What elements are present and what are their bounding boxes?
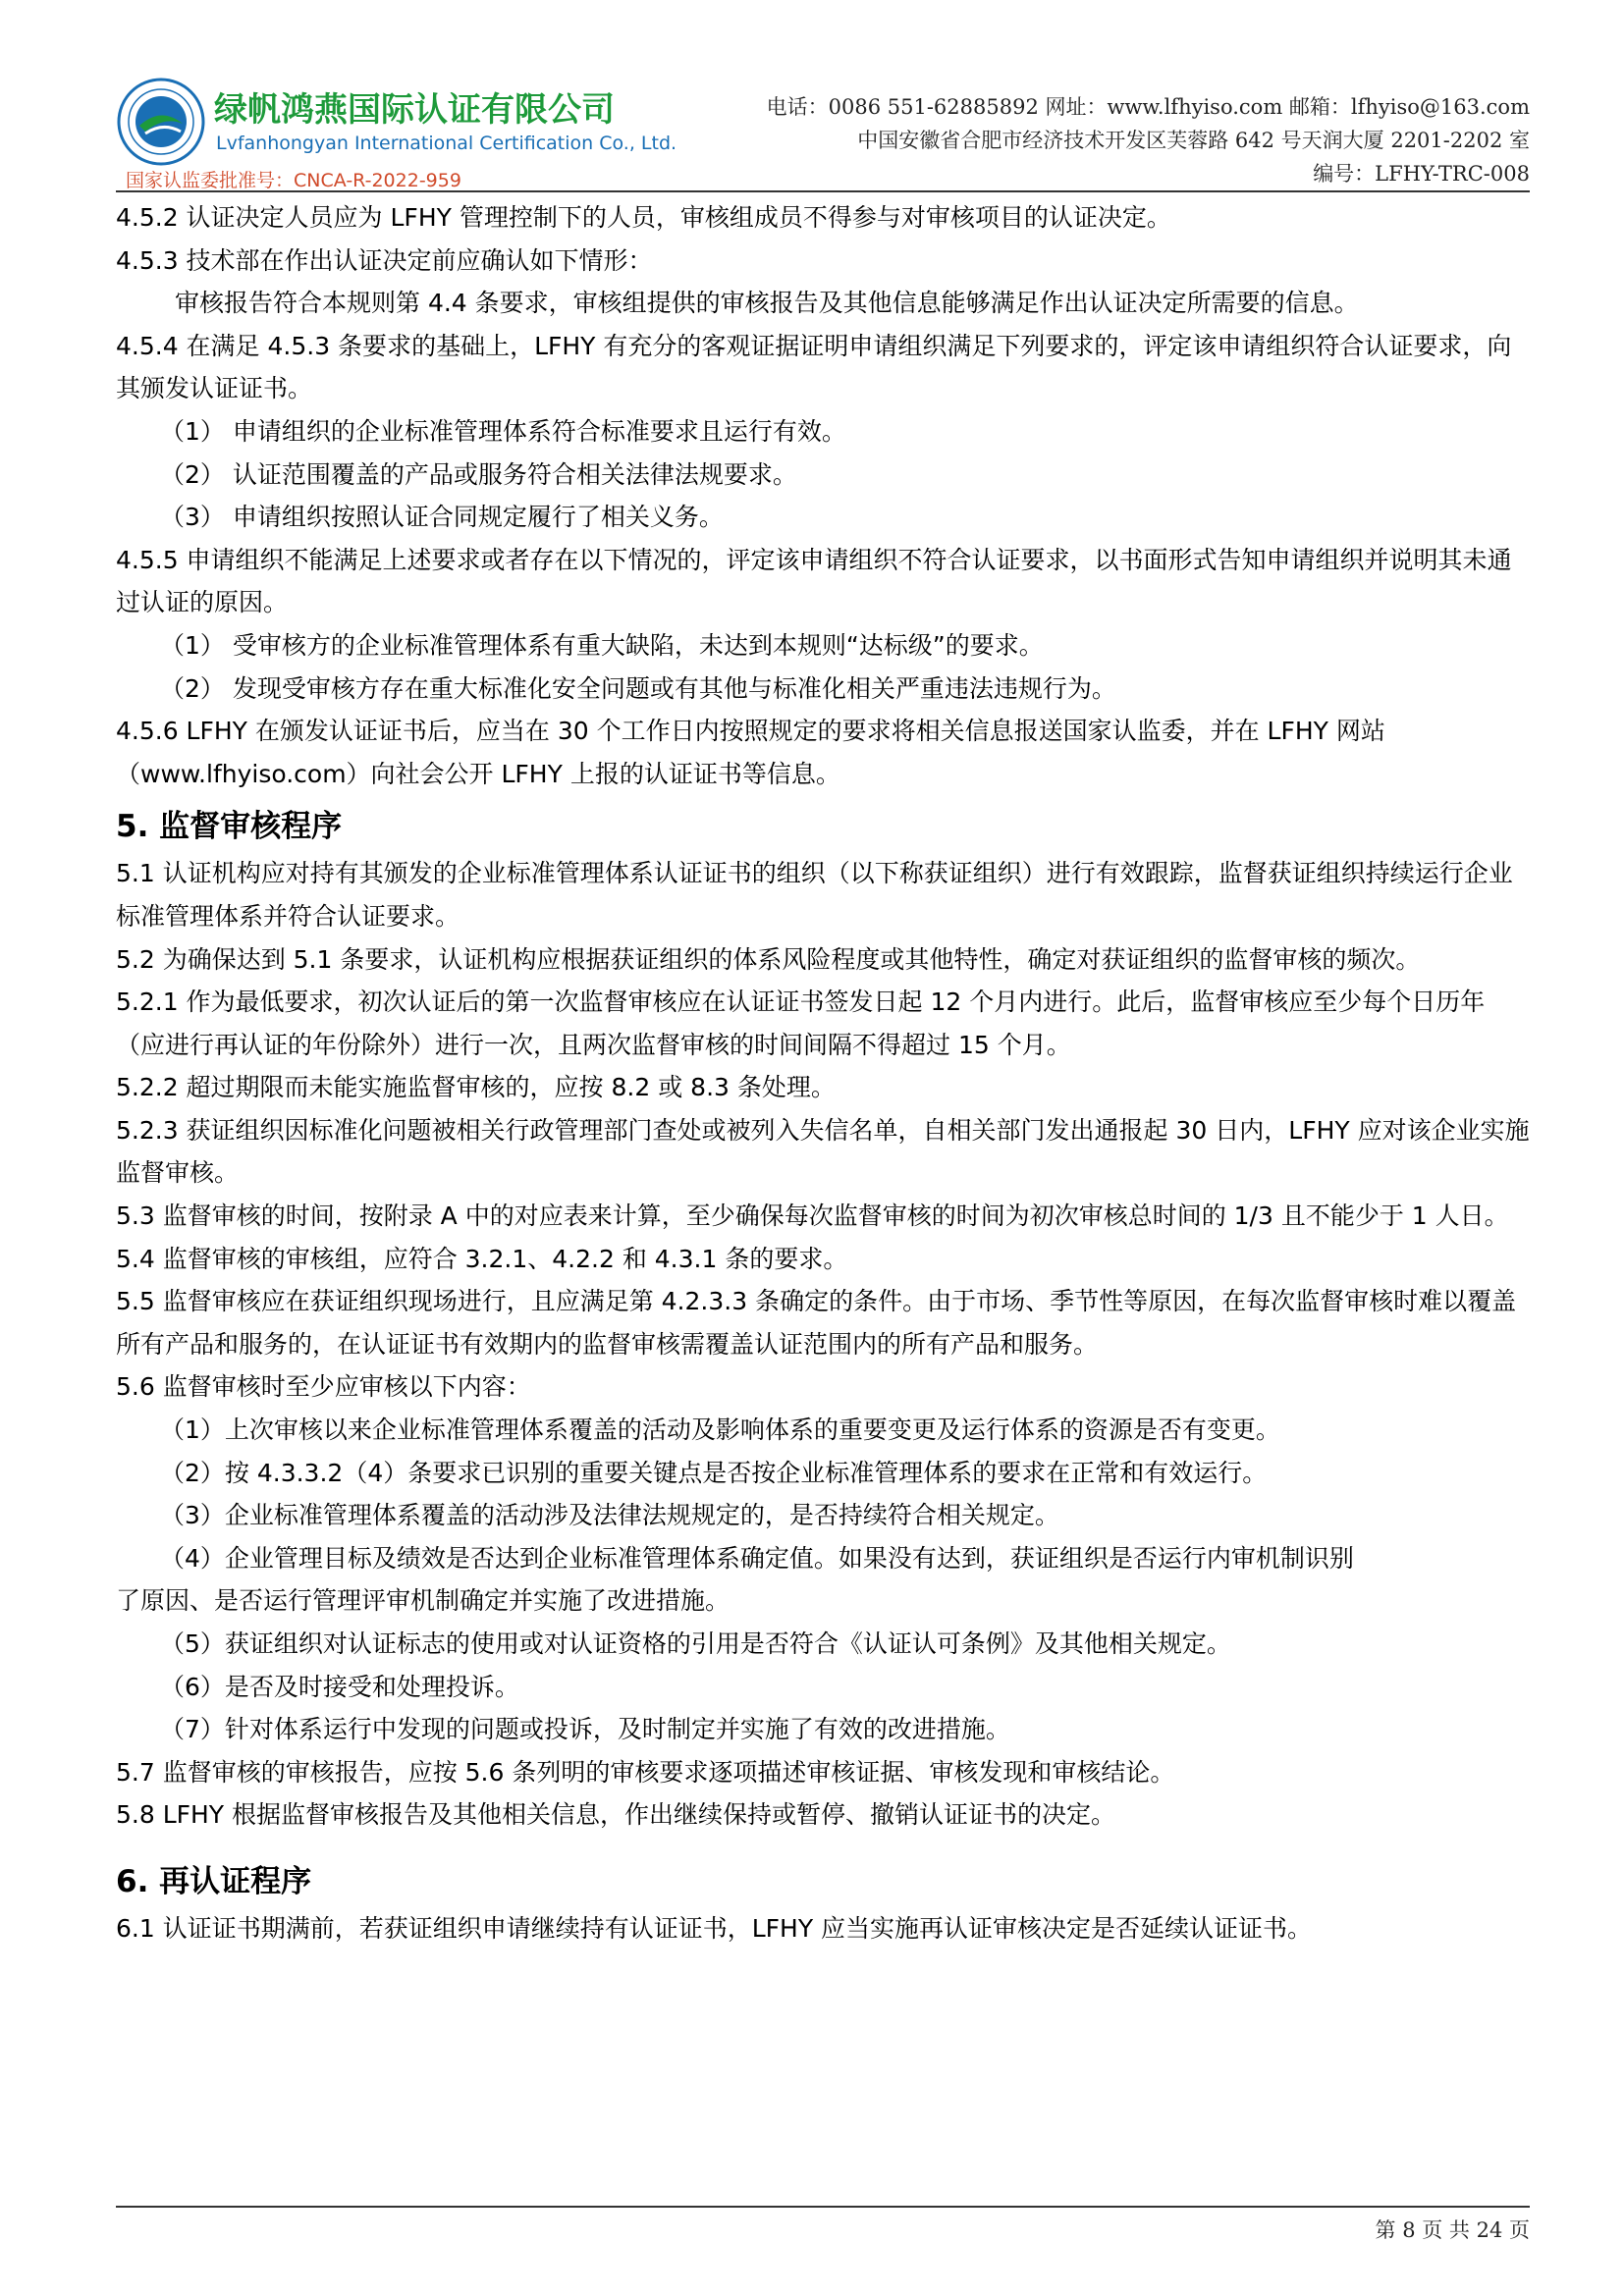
list-item: （4）企业管理目标及绩效是否达到企业标准管理体系确定值。如果没有达到，获证组织是否运行内审机制识别 [160, 1543, 1354, 1573]
paragraph-5-6: 5.6 监督审核时至少应审核以下内容： [116, 1372, 531, 1402]
paragraph-4-5-3-detail: 审核报告符合本规则第 4.4 条要求，审核组提供的审核报告及其他信息能够满足作出认证决定所需要的信息。 [175, 289, 1359, 318]
list-item: （1） 申请组织的企业标准管理体系符合标准要求且运行有效。 [160, 416, 846, 446]
list-item: （1） 受审核方的企业标准管理体系有重大缺陷，未达到本规则“达标级”的要求。 [160, 630, 1044, 660]
company-name-en: Lvfanhongyan International Certification Co., Ltd. [216, 133, 677, 154]
list-item: （3） 申请组织按照认证合同规定履行了相关义务。 [160, 503, 724, 532]
paragraph-5-2: 5.2 为确保达到 5.1 条要求，认证机构应根据获证组织的体系风险程度或其他特性，确定对获证组织的监督审核的频次。 [116, 944, 1421, 974]
list-item: （2） 发现受审核方存在重大标准化安全问题或有其他与标准化相关严重违法违规行为。 [160, 673, 1116, 703]
list-item: （6）是否及时接受和处理投诉。 [160, 1672, 519, 1701]
paragraph-4-5-4: 4.5.4 在满足 4.5.3 条要求的基础上，LFHY 有充分的客观证据证明申请组织满足下列要求的，评定该申请组织符合认证要求，向其颁发认证证书。 [116, 331, 1512, 403]
list-item: （3）企业标准管理体系覆盖的活动涉及法律法规规定的，是否持续符合相关规定。 [160, 1501, 1059, 1530]
paragraph-5-3: 5.3 监督审核的时间，按附录 A 中的对应表来计算，至少确保每次监督审核的时间为初次审核总时间的 1/3 且不能少于 1 人日。 [116, 1201, 1509, 1231]
section-heading-6: 6. 再认证程序 [116, 1863, 312, 1899]
paragraph-5-7: 5.7 监督审核的审核报告，应按 5.6 条列明的审核要求逐项描述审核证据、审核发现和审核结论。 [116, 1757, 1175, 1787]
paragraph-4-5-6: 4.5.6 LFHY 在颁发认证证书后，应当在 30 个工作日内按照规定的要求将相关信息报送国家认监委，并在 LFHY 网站（www.lfhyiso.com）向社会公开 LFHY 上报的认证证书等信息。 [116, 717, 1385, 788]
page-header [116, 77, 1530, 191]
footer-divider [116, 2206, 1530, 2208]
list-item: （7）针对体系运行中发现的问题或投诉，及时制定并实施了有效的改进措施。 [160, 1715, 1010, 1744]
section-heading-5: 5. 监督审核程序 [116, 809, 343, 845]
list-item: （2） 认证范围覆盖的产品或服务符合相关法律法规要求。 [160, 459, 797, 489]
approval-number: 国家认监委批准号：CNCA-R-2022-959 [126, 170, 461, 191]
paragraph-5-2-3: 5.2.3 获证组织因标准化问题被相关行政管理部门查处或被列入失信名单，自相关部门发出通报起 30 日内，LFHY 应对该企业实施监督审核。 [116, 1115, 1530, 1188]
header-divider [116, 190, 1530, 192]
paragraph-5-2-1: 5.2.1 作为最低要求，初次认证后的第一次监督审核应在认证证书签发日起 12 个月内进行。此后，监督审核应至少每个日历年（应进行再认证的年份除外）进行一次，且两次监督审核的时间间隔不得超过 15 个月。 [116, 988, 1486, 1059]
contact-line: 电话：0086 551-62885892 网址：www.lfhyiso.com 邮箱：lfhyiso@163.com [766, 95, 1530, 119]
list-item: （2）按 4.3.3.2（4）条要求已识别的重要关键点是否按企业标准管理体系的要求在正常和有效运行。 [160, 1458, 1268, 1487]
address-line: 中国安徽省合肥市经济技术开发区芙蓉路 642 号天润大厦 2201-2202 室 [857, 129, 1530, 152]
list-item-continuation: 了原因、是否运行管理评审机制确定并实施了改进措施。 [116, 1586, 731, 1616]
certification-seal-icon [116, 77, 206, 167]
list-item: （1）上次审核以来企业标准管理体系覆盖的活动及影响体系的重要变更及运行体系的资源是否有变更。 [160, 1415, 1280, 1445]
contact-block [767, 90, 1530, 190]
document-body [116, 196, 1532, 1950]
paragraph-4-5-2: 4.5.2 认证决定人员应为 LFHY 管理控制下的人员，审核组成员不得参与对审核项目的认证决定。 [116, 203, 1171, 232]
paragraph-4-5-5: 4.5.5 申请组织不能满足上述要求或者存在以下情况的，评定该申请组织不符合认证要求，以书面形式告知申请组织并说明其未通过认证的原因。 [116, 545, 1512, 617]
page-number: 第 8 页 共 24 页 [1375, 2218, 1530, 2242]
paragraph-5-2-2: 5.2.2 超过期限而未能实施监督审核的，应按 8.2 或 8.3 条处理。 [116, 1073, 836, 1102]
paragraph-5-4: 5.4 监督审核的审核组，应符合 3.2.1、4.2.2 和 4.3.1 条的要求。 [116, 1244, 848, 1273]
paragraph-5-8: 5.8 LFHY 根据监督审核报告及其他相关信息，作出继续保持或暂停、撤销认证证书的决定。 [116, 1800, 1116, 1830]
paragraph-5-1: 5.1 认证机构应对持有其颁发的企业标准管理体系认证证书的组织（以下称获证组织）进行有效跟踪，监督获证组织持续运行企业标准管理体系并符合认证要求。 [116, 859, 1513, 931]
company-name-cn: 绿帆鸿燕国际认证有限公司 [214, 90, 615, 130]
list-item: （5）获证组织对认证标志的使用或对认证资格的引用是否符合《认证认可条例》及其他相关规定。 [160, 1629, 1231, 1658]
paragraph-6-1: 6.1 认证证书期满前，若获证组织申请继续持有认证证书，LFHY 应当实施再认证审核决定是否延续认证证书。 [116, 1913, 1313, 1943]
paragraph-4-5-3: 4.5.3 技术部在作出认证决定前应确认如下情形： [116, 245, 653, 275]
paragraph-5-5: 5.5 监督审核应在获证组织现场进行，且应满足第 4.2.3.3 条确定的条件。由于市场、季节性等原因，在每次监督审核时难以覆盖所有产品和服务的，在认证证书有效期内的监督审核需覆盖认证范围内的所有产品和服务。 [116, 1287, 1517, 1359]
document-number: 编号：LFHY-TRC-008 [1313, 162, 1530, 186]
